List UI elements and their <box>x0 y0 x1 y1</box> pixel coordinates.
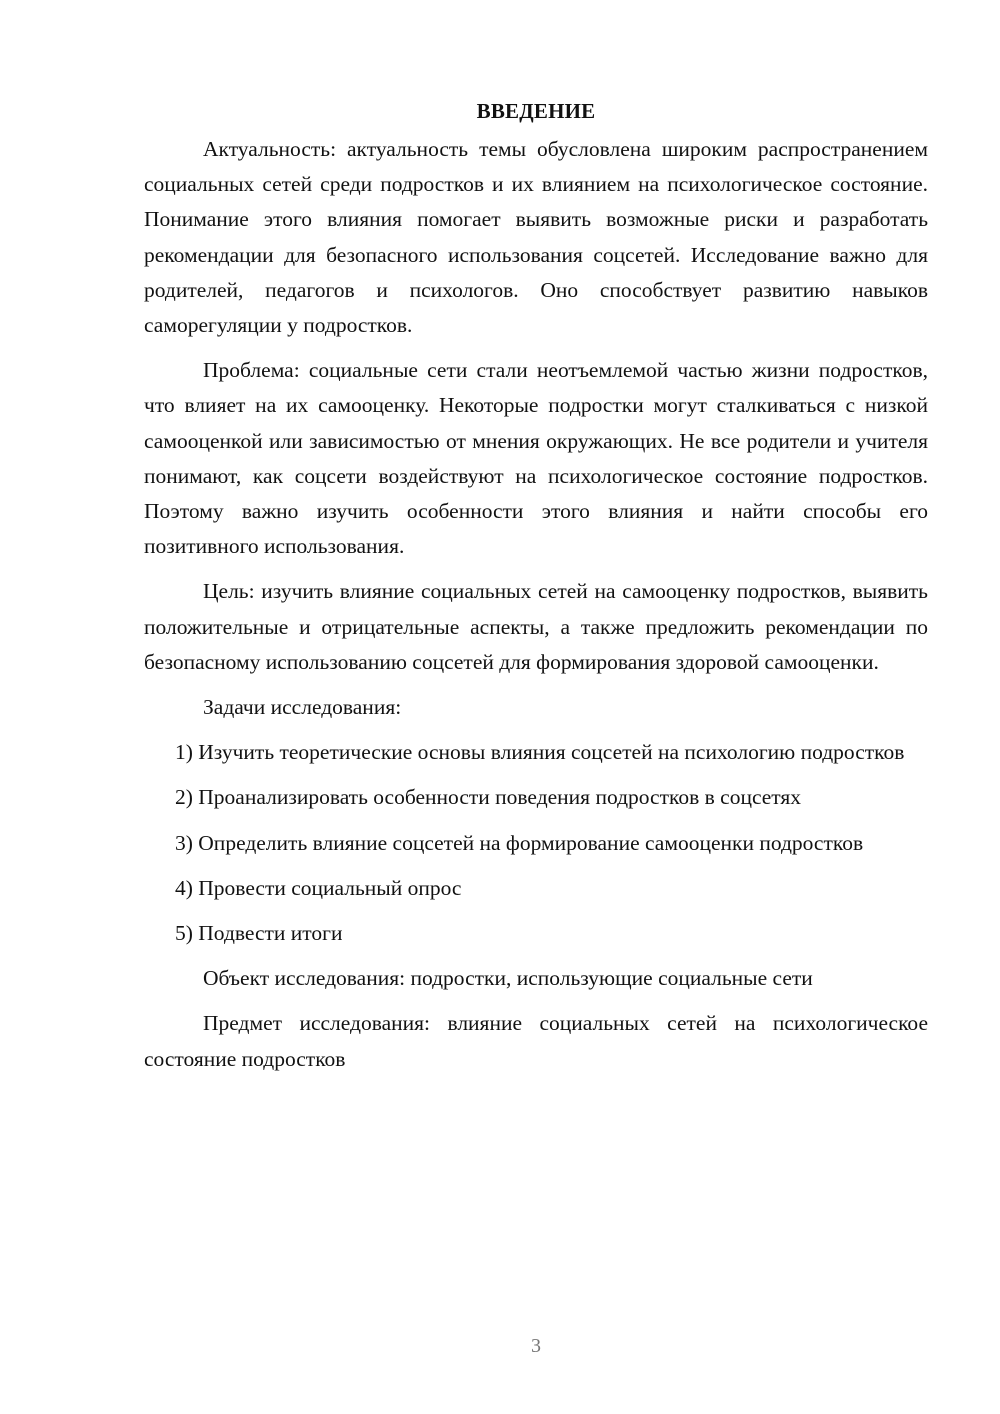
task-item-1: 1) Изучить теоретические основы влияния соцсетей на психологию подростков <box>175 740 905 765</box>
page-number: 3 <box>531 1335 541 1357</box>
task-item-3: 3) Определить влияние соцсетей на формирование самооценки подростков <box>175 830 864 855</box>
page-content <box>144 96 928 1077</box>
task-item-5: 5) Подвести итоги <box>175 921 343 946</box>
section-title: ВВЕДЕНИЕ <box>476 99 596 123</box>
tasks-heading: Задачи исследования: <box>203 695 402 720</box>
problem-paragraph: Проблема: социальные сети стали неотъемлемой частью жизни подростков, что влияет на их самооценку. Некоторые подростки могут сталкиваться с низкой самооценкой или зависимостью от мнения окружающих. Не все родители и учителя понимают, как соцсети воздействуют на психологическое состояние подростков. Поэтому важно изучить особенности этого влияния и найти способы его позитивного использования. <box>144 358 928 559</box>
subject-paragraph: Предмет исследования: влияние социальных сетей на психологическое состояние подростков <box>144 1011 928 1071</box>
object-paragraph: Объект исследования: подростки, использующие социальные сети <box>203 966 813 991</box>
relevance-paragraph: Актуальность: актуальность темы обусловлена широким распространением социальных сетей среди подростков и их влиянием на психологическое состояние. Понимание этого влияния помогает выявить возможные риски и разработать рекомендации для безопасного использования соцсетей. Исследование важно для родителей, педагогов и психологов. Оно способствует развитию навыков саморегуляции у подростков. <box>144 137 928 338</box>
task-item-2: 2) Проанализировать особенности поведения подростков в соцсетях <box>175 785 802 810</box>
goal-paragraph: Цель: изучить влияние социальных сетей на самооценку подростков, выявить положительные и отрицательные аспекты, а также предложить рекомендации по безопасному использованию соцсетей для формирования здоровой самооценки. <box>144 579 928 674</box>
task-item-4: 4) Провести социальный опрос <box>175 875 462 900</box>
